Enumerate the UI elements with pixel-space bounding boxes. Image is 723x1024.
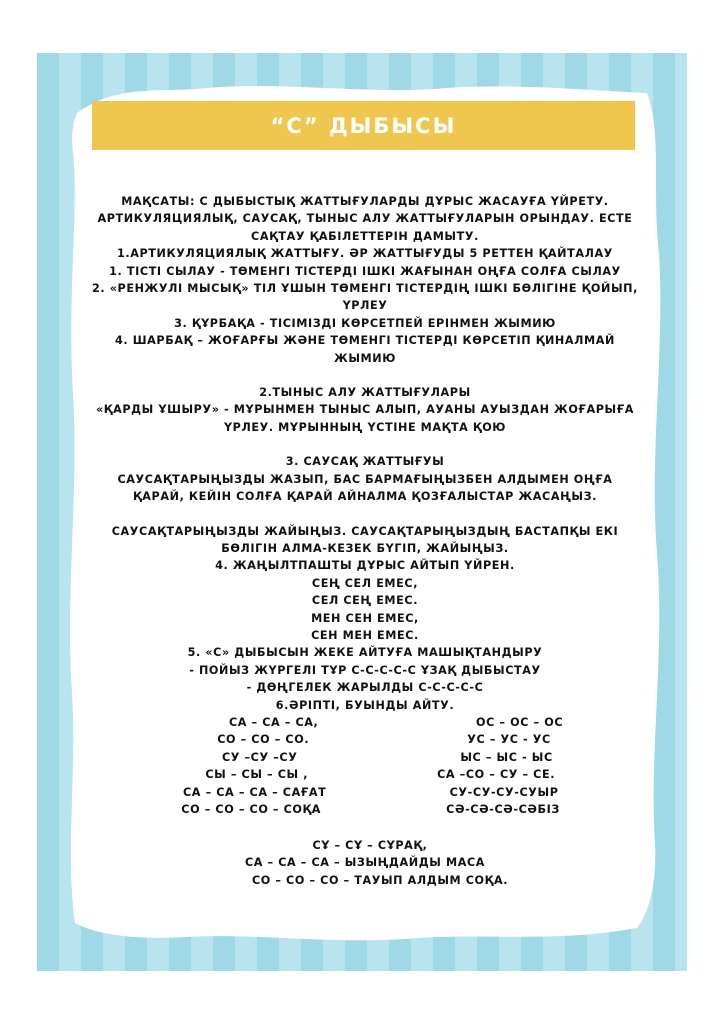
syllable-line: ЫС – ЫС - ЫС [460, 750, 553, 764]
title-banner [92, 101, 635, 150]
text-line: - ПОЙЫЗ ЖҮРГЕЛІ ТҰР С-С-С-С-С ҰЗАҚ ДЫБЫСТАУ [189, 663, 541, 677]
syllable-line: СУ-СУ-СУ-СУЫР [449, 785, 559, 799]
text-line: САҚТАУ ҚАБІЛЕТТЕРІН ДАМЫТУ. [251, 229, 479, 243]
rhyme-line: СА – СА – СА – ЫЗЫҢДАЙДЫ МАСА [244, 856, 486, 870]
text-line: МАҚСАТЫ: С ДЫБЫСТЫҚ ЖАТТЫҒУЛАРДЫ ДҰРЫС ЖАСАУҒА ҮЙРЕТУ. [121, 195, 609, 208]
syllable-columns [85, 714, 645, 820]
syllable-line: СА – СА – СА, [228, 715, 319, 729]
text-line: САУСАҚТАРЫҢЫЗДЫ ЖАЗЫП, БАС БАРМАҒЫҢЫЗБЕН АЛДЫМЕН ОҢҒА [117, 472, 613, 486]
syllable-line: СО – СО – СО – СОҚА [181, 803, 322, 816]
syllable-line: УС – УС - УС [467, 733, 551, 747]
syllables-right-column [423, 714, 563, 818]
section-heading: 5. «С» ДЫБЫСЫН ЖЕКЕ АЙТУҒА МАШЫҚТАНДЫРУ [187, 646, 543, 660]
syllable-line: СА –СО – СУ – СЕ. [437, 768, 556, 782]
text-line: 3. ҚҰРБАҚА - ТІСІМІЗДІ КӨРСЕТПЕЙ ЕРІНМЕН ЖЫМИЮ [174, 316, 556, 330]
syllable-line: СУ –СУ –СУ [221, 750, 298, 764]
syllable-line: СЫ – СЫ – СЫ , [205, 768, 309, 782]
rhyme-line: СҰ – СҰ – СҰРАҚ, [312, 838, 428, 852]
worksheet-content [85, 193, 645, 889]
syllables-left-column [173, 714, 326, 818]
text-line: ҮРЛЕУ [342, 299, 388, 313]
text-line: БӨЛІГІН АЛМА-КЕЗЕК БҮГІП, ЖАЙЫҢЫЗ. [221, 541, 509, 555]
section-heading: 6.ӘРІПТІ, БУЫНДЫ АЙТУ. [275, 698, 455, 712]
text-line: ҚАРАЙ, КЕЙІН СОЛҒА ҚАРАЙ АЙНАЛМА ҚОЗҒАЛЫСТАР ЖАСАҢЫЗ. [133, 490, 597, 504]
text-line: - ДӨҢГЕЛЕК ЖАРЫЛДЫ С-С-С-С-С [246, 681, 484, 695]
tongue-twister-line: МЕН СЕН ЕМЕС, [311, 611, 419, 625]
syllable-line: СӘ-СӘ-СӘ-СӘБІЗ [446, 803, 560, 816]
syllable-line: ОС – ОС – ОС [476, 715, 564, 729]
rhyme-line: СО – СО – СО – ТАУЫП АЛДЫМ СОҚА. [251, 873, 509, 887]
page-title: “С” ДЫБЫСЫ [270, 113, 457, 138]
text-line: САУСАҚТАРЫҢЫЗДЫ ЖАЙЫҢЫЗ. САУСАҚТАРЫҢЫЗДЫҢ БАСТАПҚЫ ЕКІ [111, 524, 619, 538]
text-line: 1. ТІСТІ СЫЛАУ - ТӨМЕНГІ ТІСТЕРДІ ІШКІ ЖАҒЫНАН ОҢҒА СОЛҒА СЫЛАУ [109, 264, 621, 278]
text-line: «ҚАРДЫ ҰШЫРУ» - МҰРЫНМЕН ТЫНЫС АЛЫП, АУАНЫ АУЫЗДАН ЖОҒАРЫҒА [95, 403, 635, 417]
text-line: 2. «РЕНЖУЛІ МЫСЫҚ» ТІЛ ҰШЫН ТӨМЕНГІ ТІСТЕРДІҢ ІШКІ БӨЛІГІНЕ ҚОЙЫП, [92, 282, 638, 296]
text-line: АРТИКУЛЯЦИЯЛЫҚ, САУСАҚ, ТЫНЫС АЛУ ЖАТТЫҒУЛАРЫН ОРЫНДАУ. ЕСТЕ [97, 212, 633, 226]
syllable-line: СО – СО – СО. [217, 733, 310, 747]
section-heading: 1.АРТИКУЛЯЦИЯЛЫҚ ЖАТТЫҒУ. ӘР ЖАТТЫҒУДЫ 5 РЕТТЕН ҚАЙТАЛАУ [117, 247, 613, 261]
syllable-line: СА – СА – СА – САҒАТ [183, 785, 327, 799]
tongue-twister-line: СЕЛ СЕҢ ЕМЕС. [311, 594, 419, 608]
text-line: ҮРЛЕУ. МҰРЫННЫҢ ҮСТІНЕ МАҚТА ҚОЮ [223, 420, 507, 434]
text-line: ЖЫМИЮ [334, 351, 396, 365]
section-heading: 4. ЖАҢЫЛТПАШТЫ ДҰРЫС АЙТЫП ҮЙРЕН. [215, 559, 515, 573]
section-heading: 2.ТЫНЫС АЛУ ЖАТТЫҒУЛАРЫ [259, 386, 471, 400]
tongue-twister-line: СЕН МЕН ЕМЕС. [311, 628, 419, 642]
tongue-twister-line: СЕҢ СЕЛ ЕМЕС, [311, 576, 419, 590]
section-heading: 3. САУСАҚ ЖАТТЫҒУЫ [285, 455, 445, 469]
text-line: 4. ШАРБАҚ – ЖОҒАРҒЫ ЖӘНЕ ТӨМЕНГІ ТІСТЕРДІ КӨРСЕТІП ҚИНАЛМАЙ [114, 334, 615, 348]
